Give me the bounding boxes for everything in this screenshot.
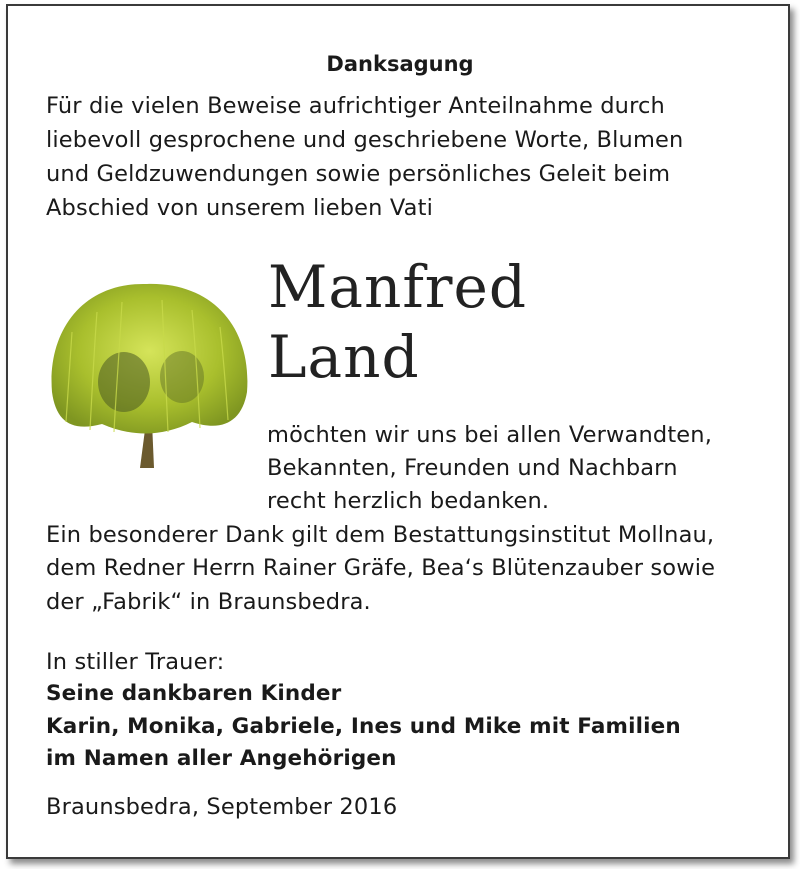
special-line: dem Redner Herrn Rainer Gräfe, Bea‘s Blütenzauber sowie	[46, 555, 716, 581]
thanks-line: recht herzlich bedanken.	[267, 488, 550, 514]
special-line: Ein besonderer Dank gilt dem Bestattungsinstitut Mollnau,	[46, 522, 715, 548]
thanks-line: Bekannten, Freunden und Nachbarn	[267, 455, 678, 481]
intro-line: und Geldzuwendungen sowie persönliches Geleit beim	[46, 161, 671, 187]
intro-line: Für die vielen Beweise aufrichtiger Anteilnahme durch	[46, 93, 665, 119]
first-name: Manfred	[268, 253, 527, 321]
mourner-line: Karin, Monika, Gabriele, Ines und Mike mit Familien	[46, 714, 681, 739]
mourner-line: Seine dankbaren Kinder	[46, 681, 342, 706]
last-name: Land	[268, 323, 420, 391]
heading: Danksagung	[326, 52, 474, 76]
weeping-willow-tree-icon	[42, 272, 254, 472]
mourner-line: im Namen aller Angehörigen	[46, 746, 397, 771]
intro-line: liebevoll gesprochene und geschriebene Worte, Blumen	[46, 127, 684, 153]
thanks-line: möchten wir uns bei allen Verwandten,	[267, 422, 713, 448]
intro-line: Abschied von unserem lieben Vati	[46, 195, 433, 221]
special-line: der „Fabrik“ in Braunsbedra.	[46, 589, 371, 615]
mourning-intro: In stiller Trauer:	[46, 649, 225, 675]
place-date: Braunsbedra, September 2016	[46, 794, 398, 820]
